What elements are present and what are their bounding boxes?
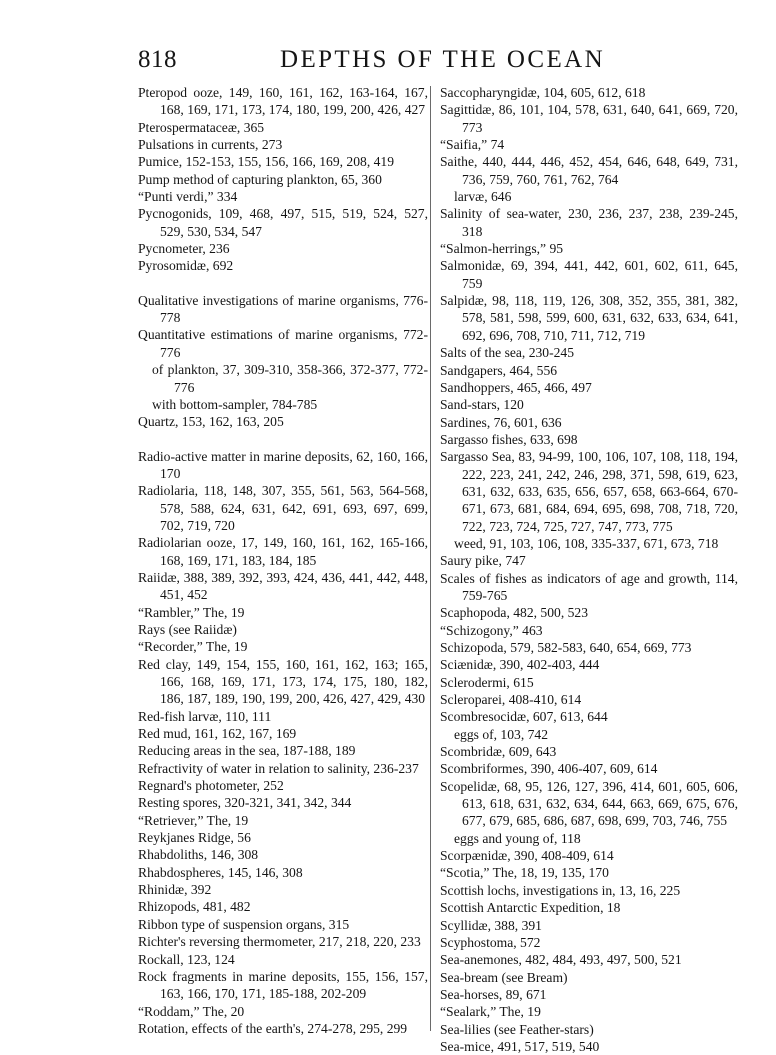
index-entry: Sea-bream (see Bream) [440, 969, 568, 985]
index-entry: Salmonidæ, 69, 394, 441, 442, 601, 602, 611, 645, 759 [440, 258, 738, 291]
index-entry: Rockall, 123, 124 [138, 951, 235, 967]
index-entry: Red-fish larvæ, 110, 111 [138, 708, 272, 724]
index-entry: Saithe, 440, 444, 446, 452, 454, 646, 648, 649, 731, 736, 759, 760, 761, 762, 764 [440, 154, 738, 187]
index-entry: Scleroparei, 408-410, 614 [440, 692, 582, 708]
index-entry: Reykjanes Ridge, 56 [138, 830, 251, 846]
index-entry: Scorpænidæ, 390, 408-409, 614 [440, 848, 614, 864]
index-entry: Pyrosomidæ, 692 [138, 258, 234, 274]
index-entry: Quartz, 153, 162, 163, 205 [138, 414, 284, 430]
index-entry: Scyphostoma, 572 [440, 934, 541, 950]
index-subentry: eggs and young of, 118 [454, 830, 581, 846]
section-gap [138, 431, 428, 448]
index-entry: Scottish lochs, investigations in, 13, 16, 225 [440, 882, 681, 898]
index-entry: Red mud, 161, 162, 167, 169 [138, 726, 297, 742]
index-entry: Sea-anemones, 482, 484, 493, 497, 500, 521 [440, 952, 682, 968]
index-entry: Resting spores, 320-321, 341, 342, 344 [138, 795, 352, 811]
index-entry: Radiolarian ooze, 17, 149, 160, 161, 162, 165-166, 168, 169, 171, 183, 184, 185 [138, 535, 428, 568]
index-entry: Richter's reversing thermometer, 217, 218, 220, 233 [138, 934, 421, 950]
index-entry: Scales of fishes as indicators of age and growth, 114, 759-765 [440, 570, 738, 603]
index-entry: Saccopharyngidæ, 104, 605, 612, 618 [440, 85, 646, 100]
index-entry: Pump method of capturing plankton, 65, 360 [138, 171, 382, 187]
index-entry: Sea-horses, 89, 671 [440, 986, 547, 1002]
column-divider [430, 86, 431, 1031]
index-entry: “Retriever,” The, 19 [138, 812, 249, 828]
index-entry: Rhabdospheres, 145, 146, 308 [138, 864, 303, 880]
index-entry: Salts of the sea, 230-245 [440, 345, 575, 361]
index-entry: Sea-mice, 491, 517, 519, 540 [440, 1038, 600, 1054]
index-entry: Sciænidæ, 390, 402-403, 444 [440, 657, 600, 673]
index-entry: “Saifia,” 74 [440, 137, 505, 153]
index-entry: Raiidæ, 388, 389, 392, 393, 424, 436, 441, 442, 448, 451, 452 [138, 569, 428, 603]
index-entry: “Salmon-herrings,” 95 [440, 241, 564, 257]
index-entry: “Sealark,” The, 19 [440, 1004, 541, 1020]
page-number: 818 [138, 46, 177, 73]
index-entry: Salpidæ, 98, 118, 119, 126, 308, 352, 355, 381, 382, 578, 581, 598, 599, 600, 631, 632, 633, 634, 641, 692, 696, 708, 710, 711, 712, 719 [440, 293, 738, 343]
index-entry: Pycnometer, 236 [138, 241, 230, 257]
index-entry: Scyllidæ, 388, 391 [440, 917, 542, 933]
index-entry: Rock fragments in marine deposits, 155, 156, 157, 163, 166, 170, 171, 185-188, 202-209 [138, 968, 428, 1002]
index-entry: Rhinidæ, 392 [138, 882, 212, 898]
index-entry: Scopelidæ, 68, 95, 126, 127, 396, 414, 601, 605, 606, 613, 618, 631, 632, 634, 644, 663, 669, 675, 676, 677, 679, 685, 686, 687, 698, 699, 703, 746, 755 [440, 778, 738, 829]
index-entry: Sargasso fishes, 633, 698 [440, 431, 578, 447]
index-entry: “Recorder,” The, 19 [138, 639, 248, 655]
index-entry: Reducing areas in the sea, 187-188, 189 [138, 743, 356, 759]
index-column-right [440, 84, 738, 1055]
index-entry: “Rambler,” The, 19 [138, 604, 245, 620]
index-entry: Scombriformes, 390, 406-407, 609, 614 [440, 761, 658, 777]
index-entry: Sclerodermi, 615 [440, 674, 534, 690]
index-entry: Rotation, effects of the earth's, 274-278, 295, 299 [138, 1020, 408, 1036]
index-entry: Salinity of sea-water, 230, 236, 237, 238, 239-245, 318 [440, 206, 738, 239]
index-entry: Regnard's photometer, 252 [138, 778, 284, 794]
index-entry: Pycnogonids, 109, 468, 497, 515, 519, 524, 527, 529, 530, 534, 547 [138, 206, 428, 239]
index-subentry: larvæ, 646 [454, 189, 512, 205]
index-entry: “Schizogony,” 463 [440, 622, 543, 638]
index-entry: Scaphopoda, 482, 500, 523 [440, 605, 589, 621]
index-entry: Scombresocidæ, 607, 613, 644 [440, 709, 608, 725]
index-entry: Red clay, 149, 154, 155, 160, 161, 162, 163; 165, 166, 168, 169, 171, 173, 174, 175, 180, 182, 186, 187, 189, 190, 199, 200, 426, 427, 429, 430 [138, 656, 428, 707]
index-entry: Rhabdoliths, 146, 308 [138, 847, 259, 863]
index-entry: Rays (see Raiidæ) [138, 621, 237, 637]
index-entry: Rhizopods, 481, 482 [138, 899, 251, 915]
section-gap [138, 275, 428, 292]
index-entry: Pterospermataceæ, 365 [138, 119, 265, 135]
index-entry: Scombridæ, 609, 643 [440, 744, 557, 760]
index-entry: “Roddam,” The, 20 [138, 1003, 245, 1019]
index-entry: Quantitative estimations of marine organisms, 772-776 [138, 327, 428, 360]
index-entry: Schizopoda, 579, 582-583, 640, 654, 669, 773 [440, 640, 692, 655]
index-entry: Sea-lilies (see Feather-stars) [440, 1021, 594, 1037]
index-entry: Radiolaria, 118, 148, 307, 355, 561, 563, 564-568, 578, 588, 624, 631, 642, 691, 693, 697, 699, 702, 719, 720 [138, 483, 428, 533]
index-entry: Qualitative investigations of marine organisms, 776-778 [138, 292, 428, 326]
index-entry: Refractivity of water in relation to salinity, 236-237 [138, 760, 419, 776]
index-entry: Pumice, 152-153, 155, 156, 166, 169, 208, 419 [138, 154, 395, 170]
index-entry: “Scotia,” The, 18, 19, 135, 170 [440, 865, 609, 881]
index-entry: Pulsations in currents, 273 [138, 137, 283, 153]
index-entry: Radio-active matter in marine deposits, 62, 160, 166, 170 [138, 448, 428, 481]
index-entry: Sandgapers, 464, 556 [440, 362, 558, 378]
index-entry: “Punti verdi,” 334 [138, 189, 238, 205]
index-entry: Pteropod ooze, 149, 160, 161, 162, 163-164, 167, 168, 169, 171, 173, 174, 180, 199, 200, 426, 427 [138, 85, 428, 118]
index-entry: Saury pike, 747 [440, 553, 526, 569]
index-subentry: with bottom-sampler, 784-785 [152, 396, 318, 412]
index-subentry: weed, 91, 103, 106, 108, 335-337, 671, 673, 718 [454, 535, 719, 551]
index-subentry: eggs of, 103, 742 [454, 726, 549, 742]
page-header [138, 46, 738, 82]
index-subentry: of plankton, 37, 309-310, 358-366, 372-377, 772-776 [152, 362, 428, 395]
index-entry: Scottish Antarctic Expedition, 18 [440, 900, 621, 916]
index-entry: Sargasso Sea, 83, 94-99, 100, 106, 107, 108, 118, 194, 222, 223, 241, 242, 246, 298, 371, 598, 619, 623, 631, 632, 633, 635, 656, 657, 658, 663-664, 670-671, 673, 681, 684, 694, 695, 698, 708, 718, 720, 722, 723, 724, 725, 727, 747, 773, 775 [440, 449, 738, 534]
running-title: DEPTHS OF THE OCEAN [280, 46, 606, 73]
index-entry: Ribbon type of suspension organs, 315 [138, 916, 350, 932]
index-entry: Sand-stars, 120 [440, 397, 524, 413]
index-entry: Sandhoppers, 465, 466, 497 [440, 379, 592, 395]
index-column-left [138, 84, 428, 1037]
index-entry: Sagittidæ, 86, 101, 104, 578, 631, 640, 641, 669, 720, 773 [440, 102, 738, 135]
index-entry: Sardines, 76, 601, 636 [440, 414, 562, 430]
